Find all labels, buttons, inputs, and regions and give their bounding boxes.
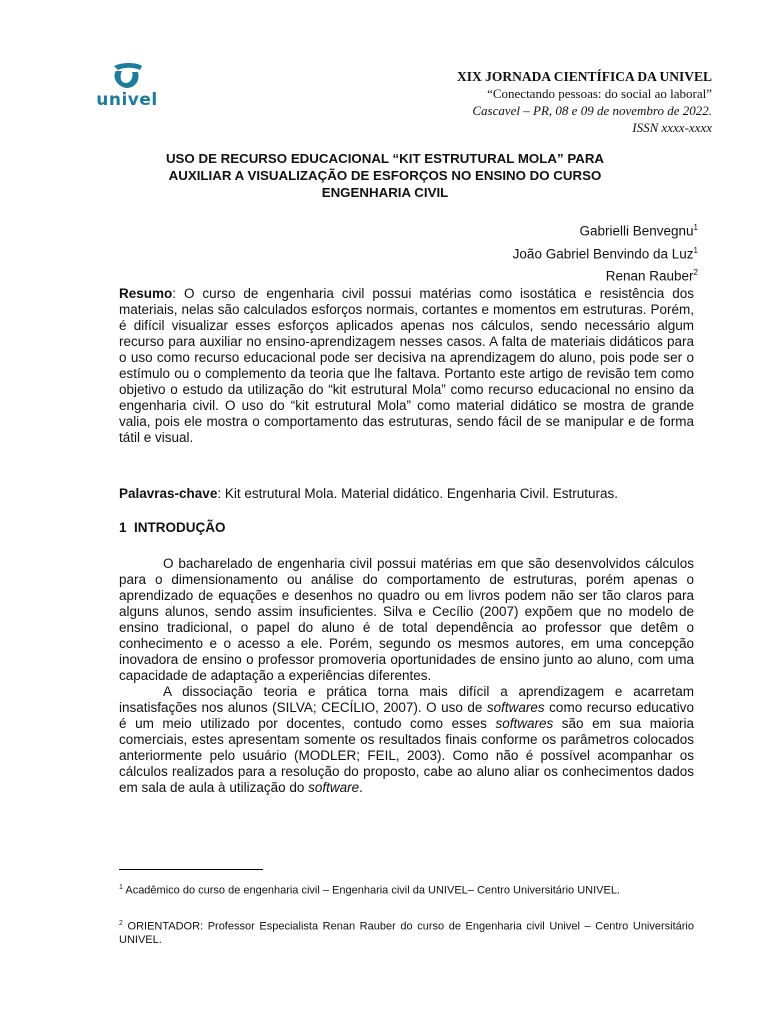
intro-text: . <box>359 780 363 795</box>
footnote-mark: 2 <box>119 920 123 927</box>
introduction-body <box>119 556 694 796</box>
intro-paragraph-1: O bacharelado de engenharia civil possui matérias em que são desenvolvidos cálculos para o dimensionamento ou análise do comportamento de estruturas, porém apenas o aprendizado de equações e desenhos no quadro ou em livros podem não ser tão claros para alguns alunos, sendo assim insuficientes. Silva e Cecílio (2007) expõem que no modelo de ensino tradicional, o papel do aluno é de total dependência ao professor que detêm o conhecimento e o acesso a ele. Porém, segundo os mesmos autores, em uma concepção inovadora de ensino o professor promoveria oportunidades de ensino junto ao aluno, com uma capacidade de adaptação a experiências diferentes. <box>119 556 694 683</box>
keywords-text: : Kit estrutural Mola. Material didático. Engenharia Civil. Estruturas. <box>217 486 618 501</box>
conference-issn: ISSN xxxx-xxxx <box>632 120 712 135</box>
author <box>298 218 698 241</box>
footnote-text: ORIENTADOR: Professor Especialista Renan Rauber do curso de Engenharia civil Univel – Centro Universitário UNIVEL. <box>119 920 694 946</box>
section-heading <box>119 520 226 535</box>
abstract-label: Resumo <box>119 286 173 301</box>
intro-text: A dissociação teoria e prática torna mais difícil a aprendizagem e acarretam insatisfações nos alunos (SILVA; CECÍLIO, 2007). O uso de <box>119 684 694 715</box>
section-number: 1 <box>119 520 127 535</box>
author-note-mark: 1 <box>693 245 698 255</box>
paper-title-line-1: USO DE RECURSO EDUCACIONAL “KIT ESTRUTURAL MOLA” PARA <box>165 151 605 166</box>
intro-text: são em sua maioria comerciais, estes apresentam somente os resultados finais conforme os parâmetros colocados anteriormente pelo usuário (MODLER; FEIL, 2003). Como não é possível acompanhar os cálculos realizados para a resolução do proposto, cabe ao aluno aliar os conhecimentos dados em sala de aula à utilização do <box>119 716 694 795</box>
section-title: INTRODUÇÃO <box>134 520 226 535</box>
univel-logo-mark <box>92 62 162 92</box>
abstract <box>119 286 694 446</box>
conference-header <box>292 68 712 136</box>
author-name: Renan Rauber <box>605 268 694 284</box>
intro-italic-term: software <box>308 780 360 795</box>
intro-italic-term: softwares <box>486 700 545 715</box>
paper-title-line-2: AUXILIAR A VISUALIZAÇÃO DE ESFORÇOS NO ENSINO DO CURSO <box>168 168 602 183</box>
author-note-mark: 1 <box>693 223 698 232</box>
abstract-text: : O curso de engenharia civil possui matérias como isostática e resistência dos materiais, nelas são calculados esforços normais, cortantes e momentos em estruturas. Porém, é difícil visualizar esses esforços aplicados apenas nos cálculos, sendo necessário algum recurso para auxiliar no ensino-aprendizagem nesses casos. A falta de materiais didáticos para o uso como recurso educacional pode ser decisiva na aprendizagem do aluno, pois pode ser o estímulo ou o complemento da teoria que lhe faltava. Portanto este artigo de revisão tem como objetivo o estudo da utilização do “kit estrutural Mola” como recurso educacional no ensino da engenharia civil. O uso do “kit estrutural Mola” como material didático se mostra de grande valia, pois ele mostra o comportamento das estruturas, sendo fácil de se manipular e de forma tátil e visual. <box>119 286 694 445</box>
author <box>298 241 698 264</box>
conference-title: XIX JORNADA CIENTÍFICA DA UNIVEL <box>456 69 712 84</box>
paper-title <box>120 150 650 201</box>
author-name: João Gabriel Benvindo da Luz <box>512 246 694 261</box>
keywords <box>119 486 694 502</box>
intro-paragraph-2 <box>119 684 694 796</box>
author-note-mark: 2 <box>693 268 698 277</box>
intro-text: como recurso educativo é um meio utilizado por docentes, contudo como esses <box>119 700 694 731</box>
paper-title-line-3: ENGENHARIA CIVIL <box>321 185 449 200</box>
footnote-separator <box>119 869 263 870</box>
footnote-2 <box>119 917 694 947</box>
keywords-label: Palavras-chave <box>119 486 218 501</box>
intro-italic-term: softwares <box>495 716 554 731</box>
footnote-mark: 1 <box>119 884 123 891</box>
author-name: Gabrielli Benvegnu <box>579 223 694 239</box>
conference-theme: “Conectando pessoas: do social ao laboral” <box>487 86 712 101</box>
author-list <box>298 218 698 286</box>
author <box>298 263 698 286</box>
footnote-text: Acadêmico do curso de engenharia civil – Engenharia civil da UNIVEL– Centro Universitário UNIVEL. <box>122 884 620 897</box>
footnote-1 <box>119 881 694 898</box>
conference-location-date: Cascavel – PR, 08 e 09 de novembro de 2022. <box>472 103 712 118</box>
univel-logo-text: univel <box>96 90 158 110</box>
univel-logo <box>92 62 162 112</box>
